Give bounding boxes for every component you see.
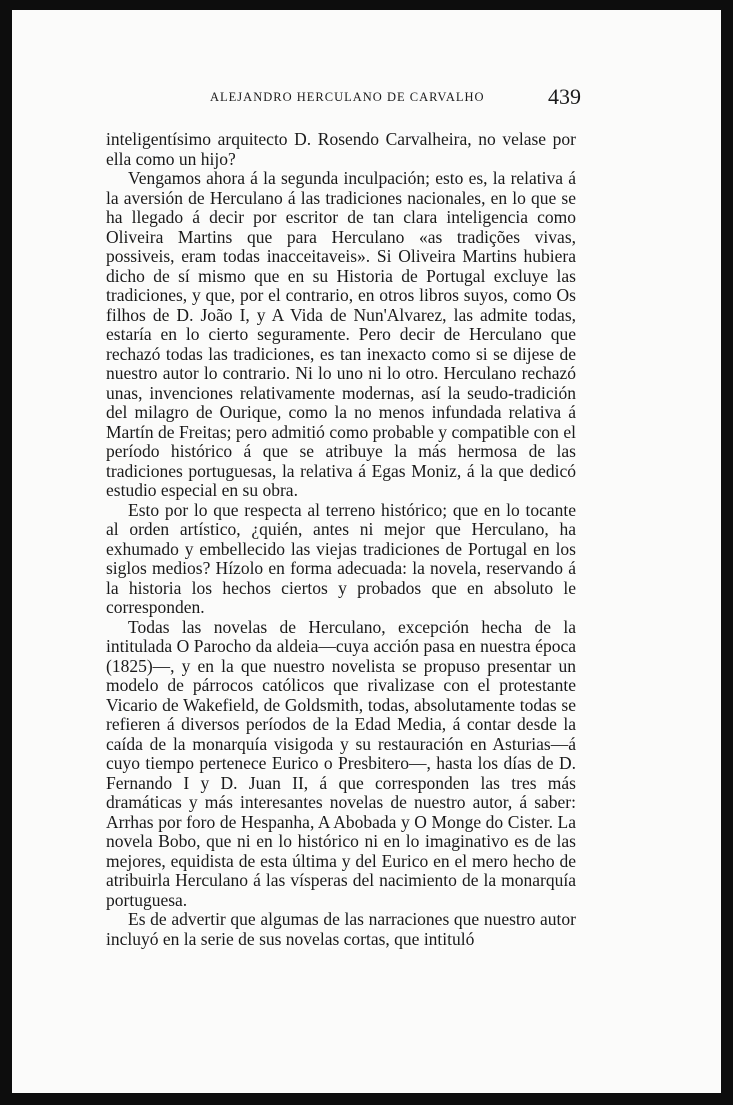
body-text xyxy=(106,130,576,949)
paragraph-2: Vengamos ahora á la segunda inculpación; esto es, la relativa á la aversión de Herculano á las tradiciones nacionales, en lo que se ha llegado á decir por escritor de tan clara inteligencia como Oliveira Martins que para Herculano «as tradições vivas, possiveis, eram todas inacceitaveis». Si Oliveira Martins hubiera dicho de sí mismo que en su Historia de Portugal excluye las tradiciones, y que, por el contrario, en otros libros suyos, como Os filhos de D. João I, y A Vida de Nun'Alvarez, las admite todas, estaría en lo cierto seguramente. Pero decir de Herculano que rechazó todas las tradiciones, es tan inexacto como si se dijese de nuestro autor lo contrario. Ni lo uno ni lo otro. Herculano rechazó unas, invenciones relativamente modernas, así la seudo-tradición del milagro de Ourique, como la no menos infundada relativa á Martín de Freitas; pero admitió como probable y compatible con el período histórico á que se atribuye la más hermosa de las tradiciones portuguesas, la relativa á Egas Moniz, á la que dedicó estudio especial en su obra. xyxy=(106,168,576,500)
page-number: 439 xyxy=(548,84,581,109)
paragraph-5: Es de advertir que algumas de las narraciones que nuestro autor incluyó en la serie de sus novelas cortas, que intituló xyxy=(106,909,576,949)
running-title: ALEJANDRO HERCULANO DE CARVALHO xyxy=(210,90,485,104)
paragraph-1: inteligentísimo arquitecto D. Rosendo Carvalheira, no velase por ella como un hijo? xyxy=(106,129,576,169)
paragraph-4: Todas las novelas de Herculano, excepción hecha de la intitulada O Parocho da aldeia—cuya acción pasa en nuestra época (1825)—, y en la que nuestro novelista se propuso presentar un modelo de párrocos católicos que rivalizase con el protestante Vicario de Wakefield, de Goldsmith, todas, absolutamente todas se refieren á diversos períodos de la Edad Media, á contar desde la caída de la monarquía visigoda y su restauración en Asturias—á cuyo tiempo pertenece Eurico o Presbitero—, hasta los días de D. Fernando I y D. Juan II, á que corresponden las tres más dramáticas y más interesantes novelas de nuestro autor, á saber: Arrhas por foro de Hespanha, A Abobada y O Monge do Cister. La novela Bobo, que ni en lo histórico ni en lo imaginativo es de las mejores, equidista de esta última y del Eurico en el mero hecho de atribuirla Herculano á las vísperas del nacimiento de la monarquía portuguesa. xyxy=(106,616,576,910)
paragraph-3: Esto por lo que respecta al terreno histórico; que en lo tocante al orden artístico, ¿quién, antes ni mejor que Herculano, ha exhumado y embellecido las viejas tradiciones de Portugal en los siglos medios? Hízolo en forma adecuada: la novela, reservando á la historia los hechos ciertos y probados que en absoluto le corresponden. xyxy=(106,499,576,617)
